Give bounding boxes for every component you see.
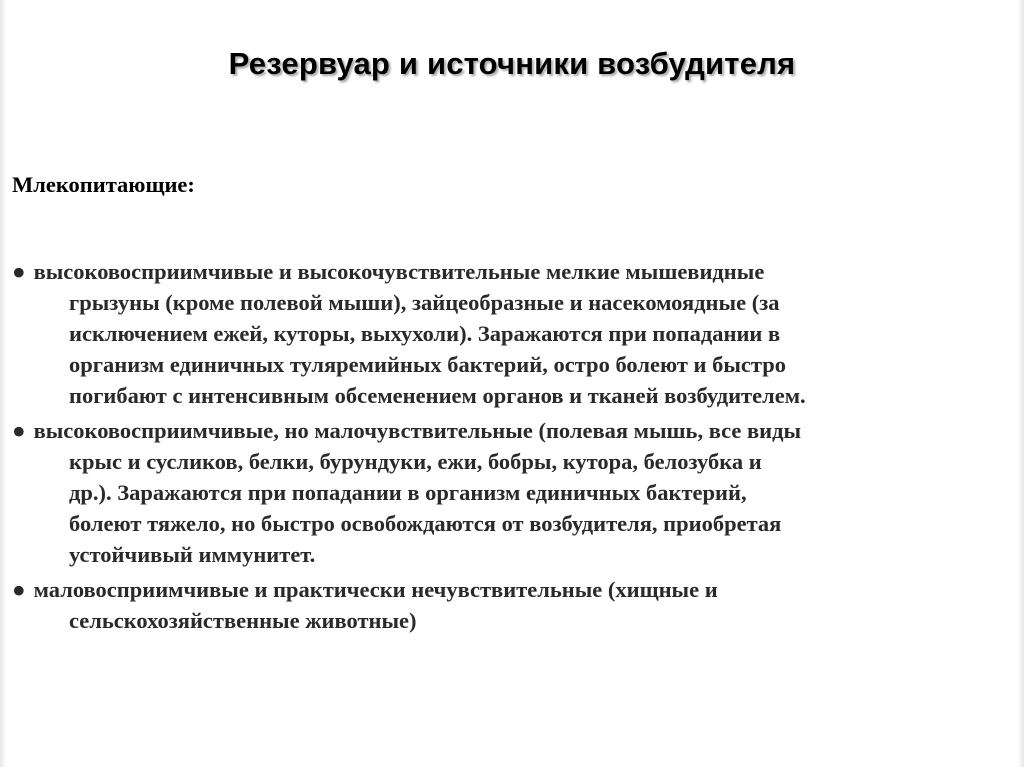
bullet-line (12, 256, 1012, 287)
bullet-text: маловосприимчивые и практически нечувствительные (хищные и (33, 577, 718, 602)
bullet-line: крыс и сусликов, белки, бурундуки, ежи, бобры, кутора, белозубка и (69, 449, 762, 474)
bullet-text: высоковосприимчивые и высокочувствительные мелкие мышевидные (33, 259, 765, 284)
slide-edge-left (0, 0, 6, 767)
bullet-list (12, 256, 1012, 640)
bullet-line: устойчивый иммунитет. (69, 542, 316, 567)
bullet-line (12, 415, 1012, 446)
bullet-item (12, 415, 1012, 570)
bullet-text: высоковосприимчивые, но малочувствительные (полевая мышь, все виды (33, 418, 802, 443)
bullet-line: организм единичных туляремийных бактерий, остро болеют и быстро (69, 352, 787, 377)
bullet-item (12, 256, 1012, 411)
bullet-line: сельскохозяйственные животные) (69, 608, 417, 633)
bullet-line (12, 574, 1012, 605)
bullet-line: грызуны (кроме полевой мыши), зайцеобразные и насекомоядные (за (69, 290, 780, 315)
bullet-line: болеют тяжело, но быстро освобождаются от возбудителя, приобретая (69, 511, 782, 536)
bullet-item (12, 574, 1012, 636)
bullet-dot-icon: ● (12, 577, 26, 602)
bullet-line: погибают с интенсивным обсеменением органов и тканей возбудителем. (69, 383, 806, 408)
bullet-dot-icon: ● (12, 418, 26, 443)
bullet-line: др.). Заражаются при попадании в организм единичных бактерий, (69, 480, 747, 505)
bullet-dot-icon: ● (12, 259, 26, 284)
bullet-line: исключением ежей, куторы, выхухоли). Заражаются при попадании в (69, 321, 781, 346)
slide-edge-right (1018, 0, 1024, 767)
section-heading: Млекопитающие: (12, 172, 195, 197)
slide-title: Резервуар и источники возбудителя (228, 46, 796, 81)
